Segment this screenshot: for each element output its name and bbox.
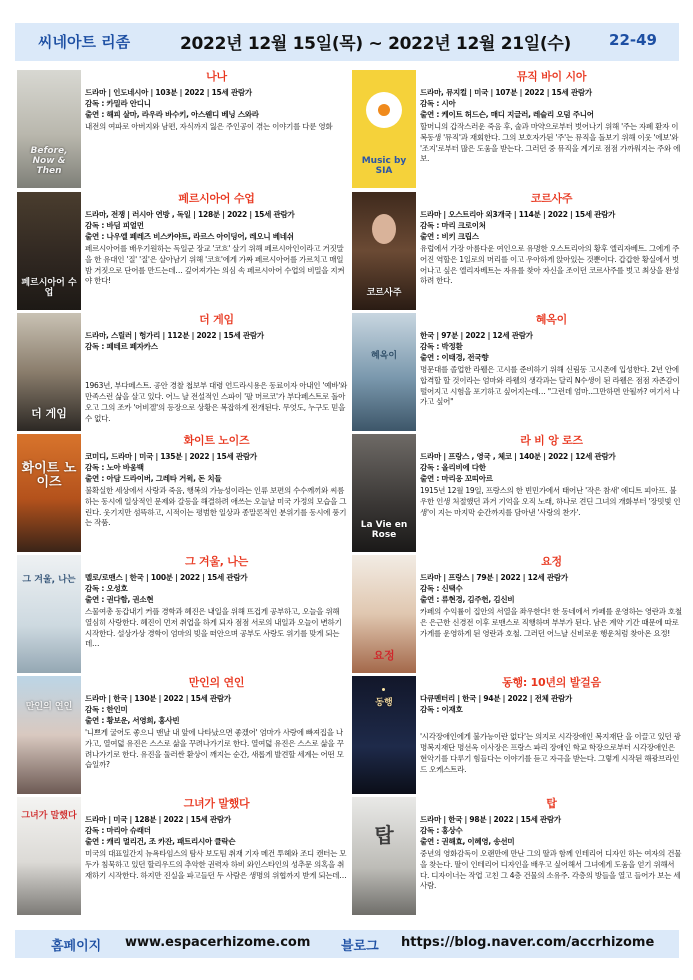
film-synopsis: 1915년 12월 19일, 프랑스의 한 빈민가에서 태어난 '작은 참새' 에디트 피아프. 불우한 인생 처절했던 과거 기억을 오직 노래, 하나로 견딘 그녀의 개화부터 '장밋빛 인생'이 지는 마지막 순간까지를 담아낸 '사랑의 찬가'. (420, 485, 681, 517)
film-director: 감독 : 한인미 (85, 704, 128, 714)
film-card[interactable] (17, 555, 349, 677)
film-poster[interactable] (352, 192, 416, 310)
film-title: 만인의 연인 (188, 676, 245, 689)
film-cast: 출연 : 마리옹 꼬띠아르 (420, 473, 493, 483)
film-poster[interactable] (17, 555, 81, 673)
blog-label: 블로그 (341, 939, 379, 954)
film-director: 감독 : 오성호 (85, 583, 128, 593)
film-director: 감독 : 카밀라 안디니 (85, 98, 151, 108)
homepage-label: 홈페이지 (51, 939, 102, 954)
poster-title: 그 겨울, 나는 (22, 575, 76, 585)
film-synopsis: 중년의 영화감독이 오랜만에 만난 그의 딸과 함께 인테리어 디자인 하는 여자의 건물을 찾는다. 딸이 인테리어 디자인을 배우고 싶어해서 그녀에게 도움을 얻기 위해서다. 디자이너는 작업 고친 그 4층 건물의 소유주. 각층의 방들을 열고 들어가 보는 세 사람. (420, 848, 682, 891)
film-director: 감독 : 박정환 (420, 341, 463, 351)
film-poster[interactable] (17, 797, 81, 915)
poster-title: 만인의 연인 (25, 702, 73, 712)
poster-title: 혜옥이 (370, 351, 398, 361)
film-director: 감독 : 마리아 슈래더 (85, 825, 151, 835)
film-title: 나나 (206, 70, 227, 83)
poster-title: La Vie en Rose (360, 520, 408, 540)
film-synopsis: 1963년, 부다페스트. 공안 경찰 첩보부 대령 언드라시용은 동료이자 아내인 '예바'와 만족스런 삶을 살고 있다. 어느 날 전설적인 스파이 '팔 머르코'가 부다페스트로 돌아오고 그의 조카 '어비겔'의 등장으로 상황은 복잡하게 전개된다. 무엇도, 누구도 믿을 수 없다. (85, 380, 348, 423)
film-cast: 출연 : 비키 크립스 (420, 231, 479, 241)
film-title: 그녀가 말했다 (183, 797, 250, 810)
cinema-brand: 씨네아트 리좀 (38, 33, 131, 51)
film-meta: 드라마, 전쟁 | 러시아 연방 , 독일 | 128분 | 2022 | 15세 관람가 (85, 210, 295, 219)
header-banner (15, 23, 679, 61)
film-synopsis: 내전의 여파로 아버지와 남편, 자식까지 잃은 주인공이 겪는 이야기를 다룬 영화 (85, 121, 333, 131)
film-synopsis: 명문대를 졸업한 라웰은 고시를 준비하기 위해 신림동 고시촌에 입성한다. 2년 안에 합격할 할 것이라는 엄마와 라웰의 생각과는 달리 N수생이 된 라웰은 점점 자존감이 떨어지고 시험을 포기하고 싶어지는데… "그런데 엄마..그만하면 안될까? 여기서 나가고 싶어" (420, 364, 680, 407)
film-title: 동행: 10년의 발걸음 (502, 676, 601, 689)
film-card[interactable] (17, 676, 349, 798)
film-poster[interactable] (352, 313, 416, 431)
film-cast: 출연 : 황보운, 서영희, 홍사빈 (85, 715, 180, 725)
film-poster[interactable] (352, 555, 416, 673)
film-card[interactable] (17, 313, 349, 435)
poster-title: 페르시아어 수업 (21, 278, 77, 298)
film-poster[interactable] (17, 313, 81, 431)
film-cast: 출연 : 캐리 멀리건, 조 카잔, 패트리시아 클락슨 (85, 836, 236, 846)
film-director: 감독 : 이재호 (420, 704, 463, 714)
film-meta: 다큐멘터리 | 한국 | 94분 | 2022 | 전체 관람가 (420, 694, 572, 703)
poster-title: 그녀가 말했다 (21, 811, 77, 821)
poster-title: Before, Now & Then (30, 146, 68, 176)
film-title: 그 겨울, 나는 (185, 555, 248, 568)
footer-banner (15, 930, 679, 958)
film-meta: 드라마 | 한국 | 130분 | 2022 | 15세 관람가 (85, 694, 231, 703)
film-cast: 출연 : 권해효, 이혜영, 송선미 (420, 836, 515, 846)
film-card[interactable] (17, 434, 349, 556)
film-cast: 출연 : 류현경, 김주헌, 김신비 (420, 594, 515, 604)
film-meta: 한국 | 97분 | 2022 | 12세 관람가 (420, 331, 533, 340)
film-meta: 드라마 | 한국 | 98분 | 2022 | 15세 관람가 (420, 815, 561, 824)
poster-title: 화이트 노이즈 (21, 461, 77, 490)
film-meta: 드라마 | 미국 | 128분 | 2022 | 15세 관람가 (85, 815, 231, 824)
film-title: 페르시아어 수업 (178, 192, 255, 205)
poster-title: 탑 (374, 823, 394, 847)
schedule-period: 2022년 12월 15일(목) ~ 2022년 12월 21일(수) (180, 34, 571, 54)
film-poster[interactable] (17, 192, 81, 310)
film-meta: 드라마 | 프랑스 | 79분 | 2022 | 12세 관람가 (420, 573, 568, 582)
film-synopsis: 페르시아어를 배우기원하는 독일군 장교 '코흐' 살기 위해 페르시아인이라고 거짓말을 한 유대인 '질' '질'은 살아남기 위해 '코흐'에게 가짜 페르시아어를 가르치고 매일 밤 거짓으로 단어를 만드는데… 깊어져가는 의심 속 페르시아어 수업의 비밀을 지켜야 한다! (85, 243, 345, 286)
film-title: 화이트 노이즈 (183, 434, 250, 447)
film-title: 뮤직 바이 시아 (516, 70, 587, 83)
star-icon (382, 688, 385, 691)
film-meta: 코미디, 드라마 | 미국 | 135분 | 2022 | 15세 관람가 (85, 452, 257, 461)
portrait-face-icon (372, 214, 396, 244)
film-synopsis: 할머니의 갑작스러운 죽음 후, 술과 마약으로부터 벗어나기 위해 '주는 자폐 환자 이복동생 '뮤직'과 재회한다. 그의 보호자가된 '주'는 뮤직을 돌보기 위해 이웃 '에보'와 '조지'로부터 많은 도움을 받는다. 그러던 중 뮤직을 계기로 점점 가까워지는 주와 에보. (420, 121, 681, 164)
poster-title: Music by SIA (361, 156, 407, 176)
blog-link[interactable]: https://blog.naver.com/accrhizome (401, 935, 655, 950)
film-poster[interactable] (352, 434, 416, 552)
film-title: 라 비 앙 로즈 (520, 434, 583, 447)
film-director: 감독 : 노아 바움백 (85, 462, 144, 472)
film-cast: 출연 : 나우엘 페레즈 비스카야트, 라르스 아이딩어, 레오니 베네쉬 (85, 231, 294, 241)
film-cast: 출연 : 해피 살마, 라우라 바수키, 아스웬디 베닝 스와라 (85, 109, 259, 119)
film-card[interactable] (17, 70, 349, 192)
film-title: 코르사주 (530, 192, 573, 205)
film-synopsis: 미국의 대표일간지 뉴욕타임스의 탐사 보도팀 취재 기자 메건 투헤와 조디 캔터는 모두가 침묵하고 있던 할리우드의 추악한 권력자 하비 와인스타인의 성추문 의혹을 취재하기 시작한다. 하지만 진실을 파고들던 두 사람은 생명의 위협까지 받게 되는데… (85, 848, 347, 880)
yolk-icon (378, 104, 390, 116)
film-card[interactable] (17, 797, 349, 919)
film-poster[interactable] (17, 70, 81, 188)
film-synopsis: '시각장애인에게 불가능이란 없다'는 의지로 시각장애인 복지재단 을 이끌고 있던 광명복지재단 명선옥 이사장은 프랑스 파리 장애인 학교 학장으로부터 시각장애인은 현악기를 다루기 힘들다는 이야기를 듣고 자극을 받는다. 그렇게 시작된 해광브라인드 오케스트라. (420, 731, 681, 774)
film-poster[interactable] (352, 797, 416, 915)
film-title: 탑 (546, 797, 557, 810)
film-poster[interactable] (17, 676, 81, 794)
film-title: 더 게임 (199, 313, 234, 326)
poster-title: 요정 (373, 649, 395, 662)
film-cast: 출연 : 케이트 허드슨, 매디 지글러, 레슬리 오덤 주니어 (420, 109, 594, 119)
film-card[interactable] (352, 70, 684, 192)
film-meta: 드라마 | 프랑스 , 영국 , 체코 | 140분 | 2022 | 12세 관람가 (420, 452, 616, 461)
film-card[interactable] (17, 192, 349, 314)
film-card[interactable] (352, 555, 684, 677)
poster-title: 동행 (375, 698, 393, 708)
film-title: 요정 (541, 555, 562, 568)
film-card[interactable] (352, 434, 684, 556)
film-synopsis: 카페의 수익률이 집안의 서열을 좌우한다! 한 동네에서 카페를 운영하는 영란과 호철은 은근한 신경전 이후 로맨스로 직행하며 부부가 된다. 남은 계약 기간 때문에 따로 가게를 운영하게 된 영란과 호철. 그러던 어느날 신비로운 행운처럼 찾아온 요정! (420, 606, 682, 638)
film-meta: 멜로/로맨스 | 한국 | 100분 | 2022 | 15세 관람가 (85, 573, 248, 582)
film-meta: 드라마 | 인도네시아 | 103분 | 2022 | 15세 관람가 (85, 88, 252, 97)
film-meta: 드라마, 뮤지컬 | 미국 | 107분 | 2022 | 15세 관람가 (420, 88, 592, 97)
film-director: 감독 : 페테르 페자카스 (85, 341, 158, 351)
film-poster[interactable] (352, 70, 416, 188)
film-director: 감독 : 올리비에 다한 (420, 462, 486, 472)
film-card[interactable] (352, 313, 684, 435)
poster-title: 더 게임 (31, 407, 67, 420)
film-synopsis: 유럽에서 가장 아름다운 여인으로 유명한 오스트리아의 황후 엘리자베트. 그에게 주어진 역할은 1일로의 머리를 이고 우아하게 앉아있는 것뿐이다. 갑갑한 황실에서 벗어나고 싶은 엘리자베트는 자유를 찾아 자신을 조이던 코르사주를 벗고 최상을 완성하려 한다. (420, 243, 680, 286)
film-cast: 출연 : 권다함, 권소현 (85, 594, 154, 604)
film-synopsis: '니쁘게 굴어도 좋으니 맨날 내 앞에 나타났으면 좋겠어' 엄마가 사랑에 빠져집을 나가고, 열여덟 유진은 스스로 삶을 꾸려나가기로 한다. 열여덟 유진은 스스로 삶을 꾸려나가기로 한다. 유진을 둘러싼 환상이 깨지는 순간, 새롭게 발견할 세계는 어떤 모습일까? (85, 727, 344, 770)
film-cast: 출연 : 아담 드라이버, 그레타 거윅, 돈 치들 (85, 473, 222, 483)
film-meta: 드라마 | 오스트리아 외3개국 | 114분 | 2022 | 15세 관람가 (420, 210, 616, 219)
homepage-link[interactable]: www.espacerhizome.com (125, 935, 311, 950)
poster-title: 코르사주 (366, 288, 402, 298)
film-card[interactable] (352, 797, 684, 919)
film-synopsis: 스물여총 동갑내기 커플 경학과 혜진은 내일을 위해 뜨겁게 공부하고, 오늘을 위해 열심히 사랑한다. 혜진이 먼저 취업을 하게 되자 점점 서로의 내일과 오늘이 변하기 시작한다. 설상가상 경학이 엄마의 빚을 떠안으며 공부도 사랑도 위기를 맞게 되는데… (85, 606, 342, 649)
film-director: 감독 : 바딤 피얼먼 (85, 220, 144, 230)
film-director: 감독 : 홍상수 (420, 825, 463, 835)
film-director: 감독 : 마리 크로이처 (420, 220, 486, 230)
film-poster[interactable] (352, 676, 416, 794)
film-director: 감독 : 신택수 (420, 583, 463, 593)
film-director: 감독 : 시아 (420, 98, 456, 108)
film-card[interactable] (352, 676, 684, 798)
film-card[interactable] (352, 192, 684, 314)
film-cast: 출연 : 이태경, 전국향 (420, 352, 489, 362)
issue-number: 22-49 (609, 31, 657, 49)
film-synopsis: 불확실한 세상에서 사랑과 죽음, 행복의 가능성이라는 인류 보편의 수수께끼와 씨름하는 동시에 일상적인 문제와 갈등을 해결하려 애쓰는 오늘날 미국 가정의 모습을 그린다. 웃기지만 섬뜩하고, 시적이는 평범한 일상과 종말론적인 분위기를 동시에 풍기는 작품. (85, 485, 347, 528)
film-title: 혜옥이 (535, 313, 568, 326)
film-poster[interactable] (17, 434, 81, 552)
film-meta: 드라마, 스릴러 | 헝가리 | 112분 | 2022 | 15세 관람가 (85, 331, 264, 340)
